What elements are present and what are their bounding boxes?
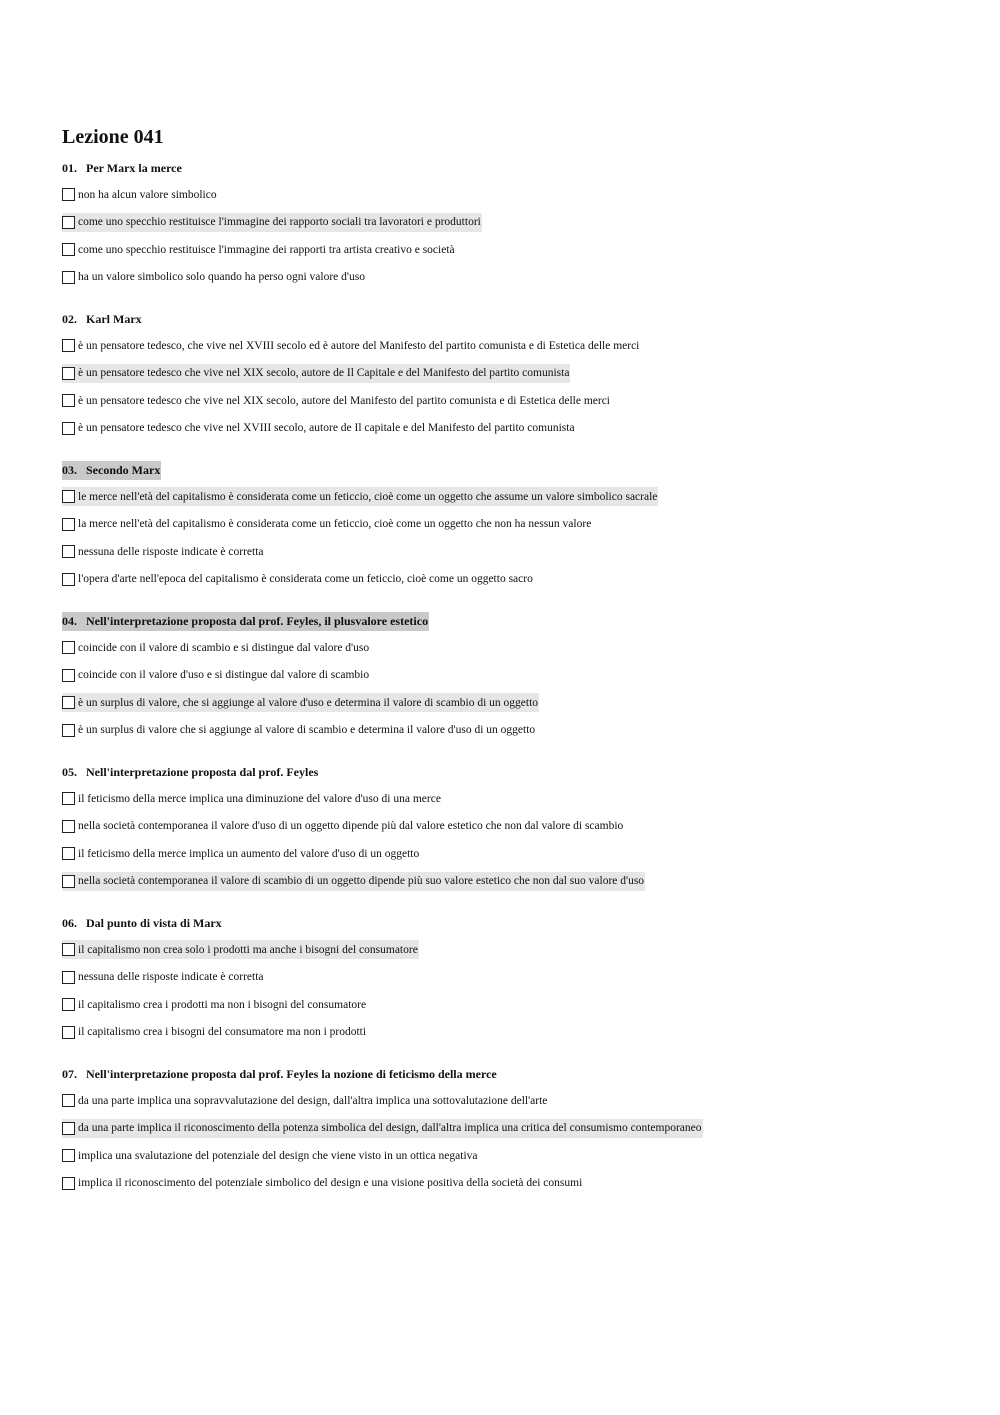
- answer-text: il capitalismo crea i bisogni del consumatore ma non i prodotti: [78, 1026, 367, 1039]
- answer-text: coincide con il valore d'uso e si distingue dal valore di scambio: [78, 669, 370, 682]
- answer-option-3-3[interactable]: [62, 542, 962, 570]
- answer-option-2-2[interactable]: [62, 364, 962, 392]
- answer-text: nessuna delle risposte indicate è corretta: [78, 545, 264, 558]
- question-text: Nell'interpretazione proposta dal prof. Feyles: [86, 765, 319, 779]
- answer-option-2-3[interactable]: [62, 391, 962, 419]
- question-text: Karl Marx: [86, 312, 142, 326]
- question-header: [62, 612, 962, 631]
- question-1: [62, 159, 962, 310]
- question-number: 03.: [62, 463, 77, 477]
- checkbox[interactable]: [62, 216, 75, 229]
- answer-option-7-3[interactable]: [62, 1146, 962, 1174]
- checkbox[interactable]: [62, 1094, 75, 1107]
- question-text-wrap: [62, 612, 429, 631]
- answer-content: [62, 968, 265, 987]
- question-2: [62, 310, 962, 461]
- question-header: [62, 159, 962, 178]
- checkbox[interactable]: [62, 243, 75, 256]
- answer-content: [62, 391, 611, 410]
- answer-text: è un pensatore tedesco che vive nel XIX secolo, autore del Manifesto del partito comunista e di Estetica delle merci: [78, 394, 610, 407]
- answer-text: da una parte implica il riconoscimento della potenza simbolica del design, dall'altra implica una critica del consumismo contemporaneo: [78, 1122, 702, 1135]
- answer-list: [62, 789, 962, 899]
- answer-content: [62, 213, 482, 232]
- checkbox[interactable]: [62, 943, 75, 956]
- checkbox[interactable]: [62, 875, 75, 888]
- question-list: [62, 159, 962, 1216]
- checkbox[interactable]: [62, 545, 75, 558]
- checkbox[interactable]: [62, 696, 75, 709]
- answer-content: [62, 1023, 367, 1042]
- answer-option-5-2[interactable]: [62, 817, 962, 845]
- answer-list: [62, 185, 962, 295]
- answer-option-3-4[interactable]: [62, 570, 962, 598]
- answer-list: [62, 1091, 962, 1201]
- answer-content: [62, 844, 420, 863]
- answer-text: nessuna delle risposte indicate è corretta: [78, 971, 264, 984]
- answer-text: da una parte implica una sopravvalutazione del design, dall'altra implica una sottovalutazione dell'arte: [78, 1094, 548, 1107]
- answer-option-6-3[interactable]: [62, 995, 962, 1023]
- answer-option-1-1[interactable]: [62, 185, 962, 213]
- answer-text: il capitalismo crea i prodotti ma non i bisogni del consumatore: [78, 998, 367, 1011]
- answer-text: nella società contemporanea il valore d'uso di un oggetto dipende più dal valore estetico che non dal valore di scambio: [78, 820, 624, 833]
- checkbox[interactable]: [62, 422, 75, 435]
- answer-option-4-1[interactable]: [62, 638, 962, 666]
- answer-text: implica una svalutazione del potenziale del design che viene visto in un ottica negativa: [78, 1149, 478, 1162]
- answer-text: non ha alcun valore simbolico: [78, 188, 217, 201]
- answer-content: [62, 995, 367, 1014]
- answer-text: nella società contemporanea il valore di scambio di un oggetto dipende più suo valore estetico che non dal suo valore d'uso: [78, 875, 645, 888]
- question-7: [62, 1065, 962, 1216]
- answer-option-5-1[interactable]: [62, 789, 962, 817]
- answer-content: [62, 185, 218, 204]
- lesson-title: Lezione 041: [62, 126, 164, 148]
- answer-option-1-3[interactable]: [62, 240, 962, 268]
- question-text-wrap: [62, 1065, 498, 1084]
- answer-content: [62, 1091, 548, 1110]
- answer-content: [62, 693, 539, 712]
- answer-option-7-1[interactable]: [62, 1091, 962, 1119]
- checkbox[interactable]: [62, 271, 75, 284]
- answer-content: [62, 419, 576, 438]
- answer-option-1-4[interactable]: [62, 268, 962, 296]
- checkbox[interactable]: [62, 1177, 75, 1190]
- question-text-wrap: [62, 763, 319, 782]
- answer-list: [62, 336, 962, 446]
- answer-option-6-1[interactable]: [62, 940, 962, 968]
- answer-content: [62, 1146, 479, 1165]
- checkbox[interactable]: [62, 669, 75, 682]
- checkbox[interactable]: [62, 573, 75, 586]
- answer-text: come uno specchio restituisce l'immagine dei rapporto sociali tra lavoratori e produttori: [78, 216, 481, 229]
- answer-text: la merce nell'età del capitalismo è considerata come un feticcio, cioè come un oggetto che non ha nessun valore: [78, 518, 592, 531]
- answer-list: [62, 940, 962, 1050]
- answer-text: il capitalismo non crea solo i prodotti ma anche i bisogni del consumatore: [78, 943, 418, 956]
- answer-text: l'opera d'arte nell'epoca del capitalismo è considerata come un feticcio, cioè come un oggetto sacro: [78, 573, 533, 586]
- answer-content: [62, 364, 570, 383]
- answer-content: [62, 1174, 583, 1193]
- question-header: [62, 461, 962, 480]
- checkbox[interactable]: [62, 847, 75, 860]
- answer-text: il feticismo della merce implica una diminuzione del valore d'uso di una merce: [78, 792, 441, 805]
- answer-content: [62, 666, 370, 685]
- answer-option-7-2[interactable]: [62, 1119, 962, 1147]
- checkbox[interactable]: [62, 1149, 75, 1162]
- question-4: [62, 612, 962, 763]
- answer-content: [62, 240, 456, 259]
- checkbox[interactable]: [62, 518, 75, 531]
- question-number: 06.: [62, 916, 77, 930]
- question-number: 04.: [62, 614, 77, 628]
- question-header: [62, 1065, 962, 1084]
- question-text: Dal punto di vista di Marx: [86, 916, 222, 930]
- answer-text: è un pensatore tedesco che vive nel XIX secolo, autore de Il Capitale e del Manifesto del partito comunista: [78, 367, 570, 380]
- question-text-wrap: [62, 310, 143, 329]
- checkbox[interactable]: [62, 367, 75, 380]
- answer-option-5-4[interactable]: [62, 872, 962, 900]
- answer-option-4-3[interactable]: [62, 693, 962, 721]
- answer-text: è un pensatore tedesco, che vive nel XVIII secolo ed è autore del Manifesto del partito comunista e di Estetica delle merci: [78, 339, 640, 352]
- answer-text: come uno specchio restituisce l'immagine dei rapporti tra artista creativo e società: [78, 243, 455, 256]
- answer-content: [62, 721, 536, 740]
- checkbox[interactable]: [62, 998, 75, 1011]
- answer-text: ha un valore simbolico solo quando ha perso ogni valore d'uso: [78, 271, 365, 284]
- answer-list: [62, 487, 962, 597]
- question-text: Nell'interpretazione proposta dal prof. Feyles, il plusvalore estetico: [86, 614, 429, 628]
- answer-option-4-2[interactable]: [62, 666, 962, 694]
- answer-content: [62, 570, 534, 589]
- answer-content: [62, 638, 370, 657]
- question-number: 02.: [62, 312, 77, 326]
- answer-option-5-3[interactable]: [62, 844, 962, 872]
- question-6: [62, 914, 962, 1065]
- answer-content: [62, 872, 645, 891]
- question-text: Nell'interpretazione proposta dal prof. Feyles la nozione di feticismo della merce: [86, 1067, 497, 1081]
- answer-text: implica il riconoscimento del potenziale simbolico del design e una visione positiva della società dei consumi: [78, 1177, 583, 1190]
- question-text-wrap: [62, 159, 183, 178]
- answer-option-2-4[interactable]: [62, 419, 962, 447]
- answer-option-1-2[interactable]: [62, 213, 962, 241]
- checkbox[interactable]: [62, 188, 75, 201]
- checkbox[interactable]: [62, 394, 75, 407]
- answer-option-2-1[interactable]: [62, 336, 962, 364]
- answer-content: [62, 268, 366, 287]
- question-header: [62, 310, 962, 329]
- answer-content: [62, 789, 442, 808]
- answer-content: [62, 940, 419, 959]
- answer-option-3-1[interactable]: [62, 487, 962, 515]
- answer-text: le merce nell'età del capitalismo è considerata come un feticcio, cioè come un oggetto che assume un valore simbolico sacrale: [78, 490, 658, 503]
- answer-text: è un surplus di valore, che si aggiunge al valore d'uso e determina il valore di scambio di un oggetto: [78, 696, 539, 709]
- question-header: [62, 914, 962, 933]
- answer-text: il feticismo della merce implica un aumento del valore d'uso di un oggetto: [78, 847, 420, 860]
- question-text-wrap: [62, 461, 161, 480]
- answer-content: [62, 336, 640, 355]
- answer-option-6-4[interactable]: [62, 1023, 962, 1051]
- answer-option-4-4[interactable]: [62, 721, 962, 749]
- answer-content: [62, 515, 592, 534]
- checkbox[interactable]: [62, 1026, 75, 1039]
- answer-text: coincide con il valore di scambio e si distingue dal valore d'uso: [78, 641, 370, 654]
- checkbox[interactable]: [62, 820, 75, 833]
- question-3: [62, 461, 962, 612]
- question-5: [62, 763, 962, 914]
- answer-content: [62, 1119, 703, 1138]
- answer-option-3-2[interactable]: [62, 515, 962, 543]
- answer-content: [62, 487, 658, 506]
- checkbox[interactable]: [62, 1122, 75, 1135]
- question-text: Secondo Marx: [86, 463, 161, 477]
- checkbox[interactable]: [62, 724, 75, 737]
- answer-option-7-4[interactable]: [62, 1174, 962, 1202]
- question-text-wrap: [62, 914, 223, 933]
- question-number: 07.: [62, 1067, 77, 1081]
- answer-text: è un surplus di valore che si aggiunge al valore di scambio e determina il valore d'uso di un oggetto: [78, 724, 536, 737]
- answer-list: [62, 638, 962, 748]
- checkbox[interactable]: [62, 641, 75, 654]
- checkbox[interactable]: [62, 971, 75, 984]
- checkbox[interactable]: [62, 490, 75, 503]
- question-header: [62, 763, 962, 782]
- answer-content: [62, 542, 265, 561]
- answer-option-6-2[interactable]: [62, 968, 962, 996]
- checkbox[interactable]: [62, 792, 75, 805]
- checkbox[interactable]: [62, 339, 75, 352]
- question-number: 05.: [62, 765, 77, 779]
- answer-content: [62, 817, 624, 836]
- question-number: 01.: [62, 161, 77, 175]
- question-text: Per Marx la merce: [86, 161, 182, 175]
- answer-text: è un pensatore tedesco che vive nel XVIII secolo, autore de Il capitale e del Manifesto del partito comunista: [78, 422, 575, 435]
